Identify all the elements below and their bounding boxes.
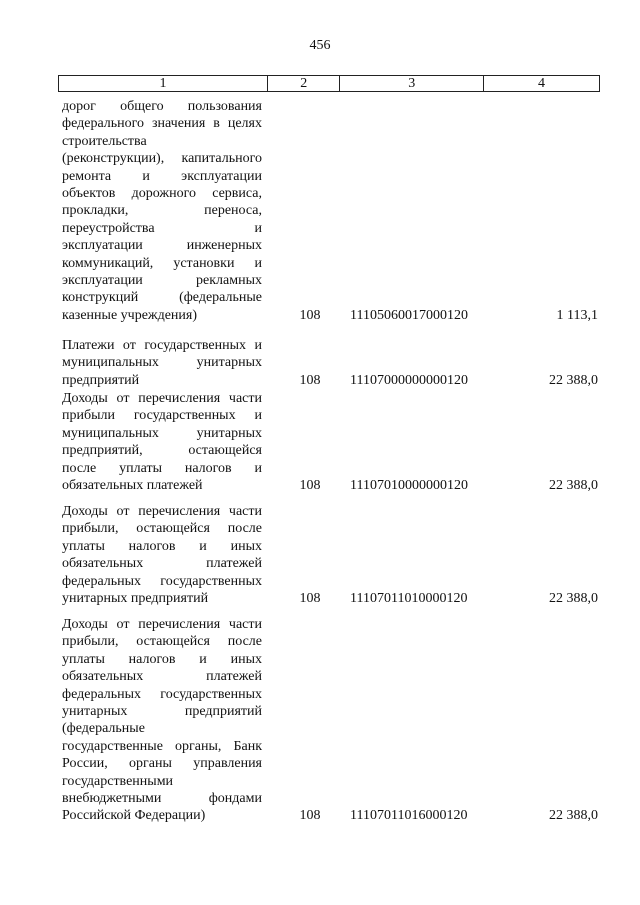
description-line: эксплуатации рекламных bbox=[62, 273, 262, 289]
description-line: Доходы от перечисления части bbox=[62, 617, 262, 632]
column-header-3: 3 bbox=[340, 76, 484, 92]
column-header-row bbox=[59, 76, 600, 92]
description-line: обязательных платежей bbox=[62, 478, 203, 494]
budget-classification-code: 11107000000000120 bbox=[350, 372, 468, 388]
description-line: (федеральные bbox=[62, 721, 145, 737]
row-description bbox=[62, 390, 262, 494]
description-line: уплаты налогов и иных bbox=[62, 538, 262, 554]
row-description bbox=[62, 98, 262, 324]
description-line: прибыли государственных и bbox=[62, 408, 262, 424]
budget-classification-code: 11107011010000120 bbox=[350, 591, 468, 606]
amount-value: 22 388,0 bbox=[549, 478, 598, 493]
description-line: обязательных платежей bbox=[62, 669, 262, 685]
column-header-1: 1 bbox=[59, 76, 268, 92]
budget-classification-code: 11107010000000120 bbox=[350, 478, 468, 493]
description-line: Доходы от перечисления части bbox=[62, 504, 262, 519]
column-header-2: 2 bbox=[268, 76, 340, 92]
description-line: муниципальных унитарных bbox=[62, 355, 262, 371]
budget-classification-code: 11105060017000120 bbox=[350, 307, 468, 323]
column-header-table bbox=[58, 75, 600, 92]
description-line: после уплаты налогов и bbox=[62, 460, 262, 476]
page-number: 456 bbox=[309, 38, 331, 53]
admin-code: 108 bbox=[299, 478, 321, 493]
description-line: предприятий bbox=[62, 372, 140, 388]
description-line: государственные органы, Банк bbox=[62, 738, 262, 754]
description-line: федеральных государственных bbox=[62, 686, 262, 702]
description-line: унитарных предприятий bbox=[62, 704, 262, 720]
admin-code: 108 bbox=[299, 591, 321, 606]
admin-code: 108 bbox=[299, 372, 321, 388]
description-line: Платежи от государственных и bbox=[62, 338, 262, 353]
description-line: коммуникаций, установки и bbox=[62, 255, 262, 271]
description-line: предприятий, остающейся bbox=[62, 443, 262, 459]
description-line: федеральных государственных bbox=[62, 573, 262, 589]
description-line: ремонта и эксплуатации bbox=[62, 168, 262, 184]
description-line: России, органы управления bbox=[62, 756, 262, 772]
description-line: объектов дорожного сервиса, bbox=[62, 186, 262, 202]
description-line: конструкций (федеральные bbox=[62, 290, 262, 306]
description-line: Доходы от перечисления части bbox=[62, 391, 262, 406]
description-line: уплаты налогов и иных bbox=[62, 651, 262, 667]
admin-code: 108 bbox=[299, 307, 321, 323]
description-line: прибыли, остающейся после bbox=[62, 521, 262, 537]
description-line: государственными bbox=[62, 773, 174, 789]
description-line: дорог общего пользования bbox=[62, 99, 262, 114]
description-line: переустройства и bbox=[62, 220, 262, 236]
description-line: прибыли, остающейся после bbox=[62, 634, 262, 650]
description-line: муниципальных унитарных bbox=[62, 425, 262, 441]
row-description bbox=[62, 616, 262, 825]
description-line: Российской Федерации) bbox=[62, 808, 206, 824]
amount-value: 1 113,1 bbox=[556, 307, 598, 323]
amount-value: 22 388,0 bbox=[549, 591, 598, 606]
description-line: федерального значения в целях bbox=[62, 116, 262, 132]
description-line: эксплуатации инженерных bbox=[62, 238, 262, 254]
column-header-4: 4 bbox=[484, 76, 600, 92]
description-line: строительства bbox=[62, 133, 147, 149]
budget-classification-code: 11107011016000120 bbox=[350, 808, 468, 824]
description-line: внебюджетными фондами bbox=[62, 791, 262, 807]
description-line: (реконструкции), капитального bbox=[62, 151, 262, 167]
description-line: казенные учреждения) bbox=[62, 307, 198, 323]
description-line: унитарных предприятий bbox=[62, 591, 209, 607]
description-line: обязательных платежей bbox=[62, 556, 262, 572]
row-description bbox=[62, 337, 262, 389]
row-description bbox=[62, 503, 262, 607]
amount-value: 22 388,0 bbox=[549, 808, 598, 824]
description-line: прокладки, переноса, bbox=[62, 203, 262, 219]
amount-value: 22 388,0 bbox=[549, 372, 598, 388]
admin-code: 108 bbox=[299, 808, 321, 824]
